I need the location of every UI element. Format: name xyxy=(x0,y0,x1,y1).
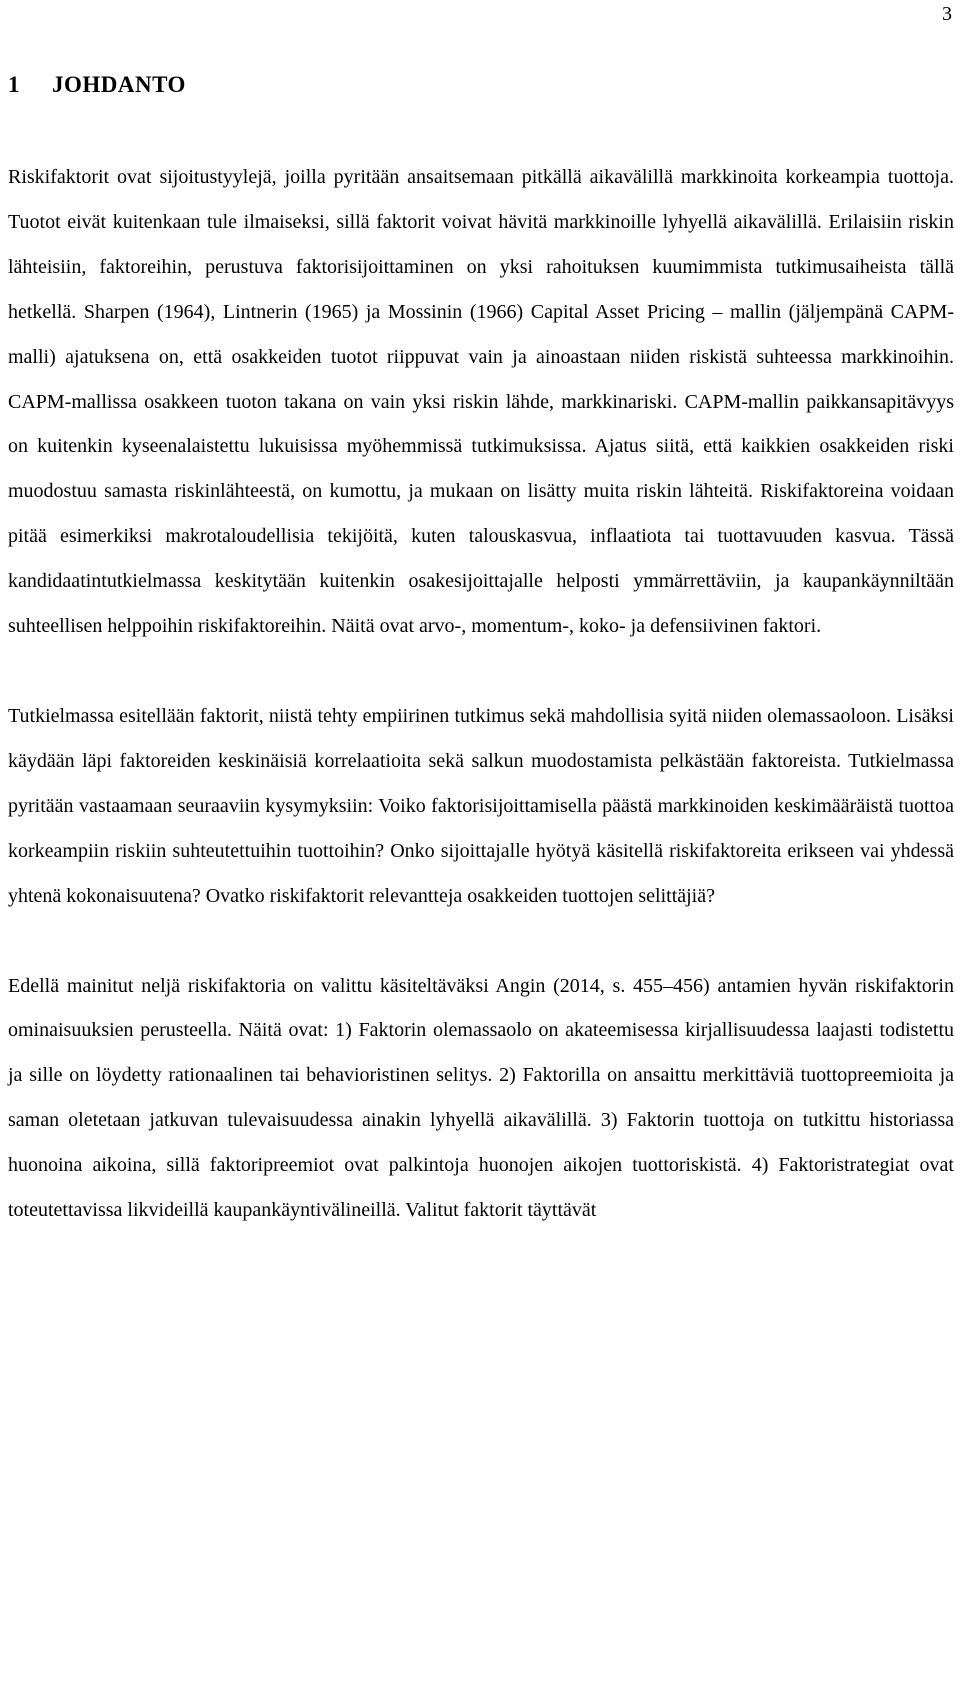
section-number: 1 xyxy=(8,72,20,97)
paragraph-research-questions: Tutkielmassa esitellään faktorit, niistä tehty empiirinen tutkimus sekä mahdollisia syitä niiden olemassaoloon. Lisäksi käydään läpi faktoreiden keskinäisiä korrelaatioita sekä salkun muodostamista pelkästään faktoreista. Tutkielmassa pyritään vastaamaan seuraaviin kysymyksiin: Voiko faktorisijoittamisella päästä markkinoiden keskimääräistä tuottoa korkeampiin riskiin suhteutettuihin tuottoihin? Onko sijoittajalle hyötyä käsitellä riskifaktoreita erikseen vai yhdessä yhtenä kokonaisuutena? Ovatko riskifaktorit relevantteja osakkeiden tuottojen selittäjiä? xyxy=(8,704,954,907)
page-number: 3 xyxy=(942,3,952,25)
section-heading xyxy=(8,70,186,100)
section-title: JOHDANTO xyxy=(52,72,186,97)
body-text xyxy=(8,155,954,1278)
paragraph-factor-criteria: Edellä mainitut neljä riskifaktoria on valittu käsiteltäväksi Angin (2014, s. 455–456) antamien hyvän riskifaktorin ominaisuuksien perusteella. Näitä ovat: 1) Faktorin olemassaolo on akateemisessa kirjallisuudessa laajasti todistettu ja sille on löydetty rationaalinen tai behavioristinen selitys. 2) Faktorilla on ansaittu merkittäviä tuottopreemioita ja saman oletetaan jatkuvan tulevaisuudessa ainakin lyhyellä aikavälillä. 3) Faktorin tuottoja on tutkittu historiassa huonoina aikoina, sillä faktoripreemiot ovat palkintoja huonojen aikojen tuottoriskistä. 4) Faktoristrategiat ovat toteutettavissa likvideillä kaupankäyntivälineillä. Valitut faktorit täyttävät xyxy=(8,974,954,1222)
paragraph-intro: Riskifaktorit ovat sijoitustyylejä, joilla pyritään ansaitsemaan pitkällä aikavälillä markkinoita korkeampia tuottoja. Tuotot eivät kuitenkaan tule ilmaiseksi, sillä faktorit voivat hävitä markkinoille lyhyellä aikavälillä. Erilaisiin riskin lähteisiin, faktoreihin, perustuva faktorisijoittaminen on yksi rahoituksen kuumimmista tutkimusaiheista tällä hetkellä. Sharpen (1964), Lintnerin (1965) ja Mossinin (1966) Capital Asset Pricing – mallin (jäljempänä CAPM-malli) ajatuksena on, että osakkeiden tuotot riippuvat vain ja ainoastaan niiden riskistä suhteessa markkinoihin. CAPM-mallissa osakkeen tuoton takana on vain yksi riskin lähde, markkinariski. CAPM-mallin paikkansapitävyys on kuitenkin kyseenalaistettu lukuisissa myöhemmissä tutkimuksissa. Ajatus siitä, että kaikkien osakkeiden riski muodostuu samasta riskinlähteestä, on kumottu, ja mukaan on lisätty muita riskin lähteitä. Riskifaktoreina voidaan pitää esimerkiksi makrotaloudellisia tekijöitä, kuten talouskasvua, inflaatiota tai tuottavuuden kasvua. Tässä kandidaatintutkielmassa keskitytään kuitenkin osakesijoittajalle helposti ymmärrettäviin, ja kaupankäynniltään suhteellisen helppoihin riskifaktoreihin. Näitä ovat arvo-, momentum-, koko- ja defensiivinen faktori. xyxy=(8,166,954,638)
